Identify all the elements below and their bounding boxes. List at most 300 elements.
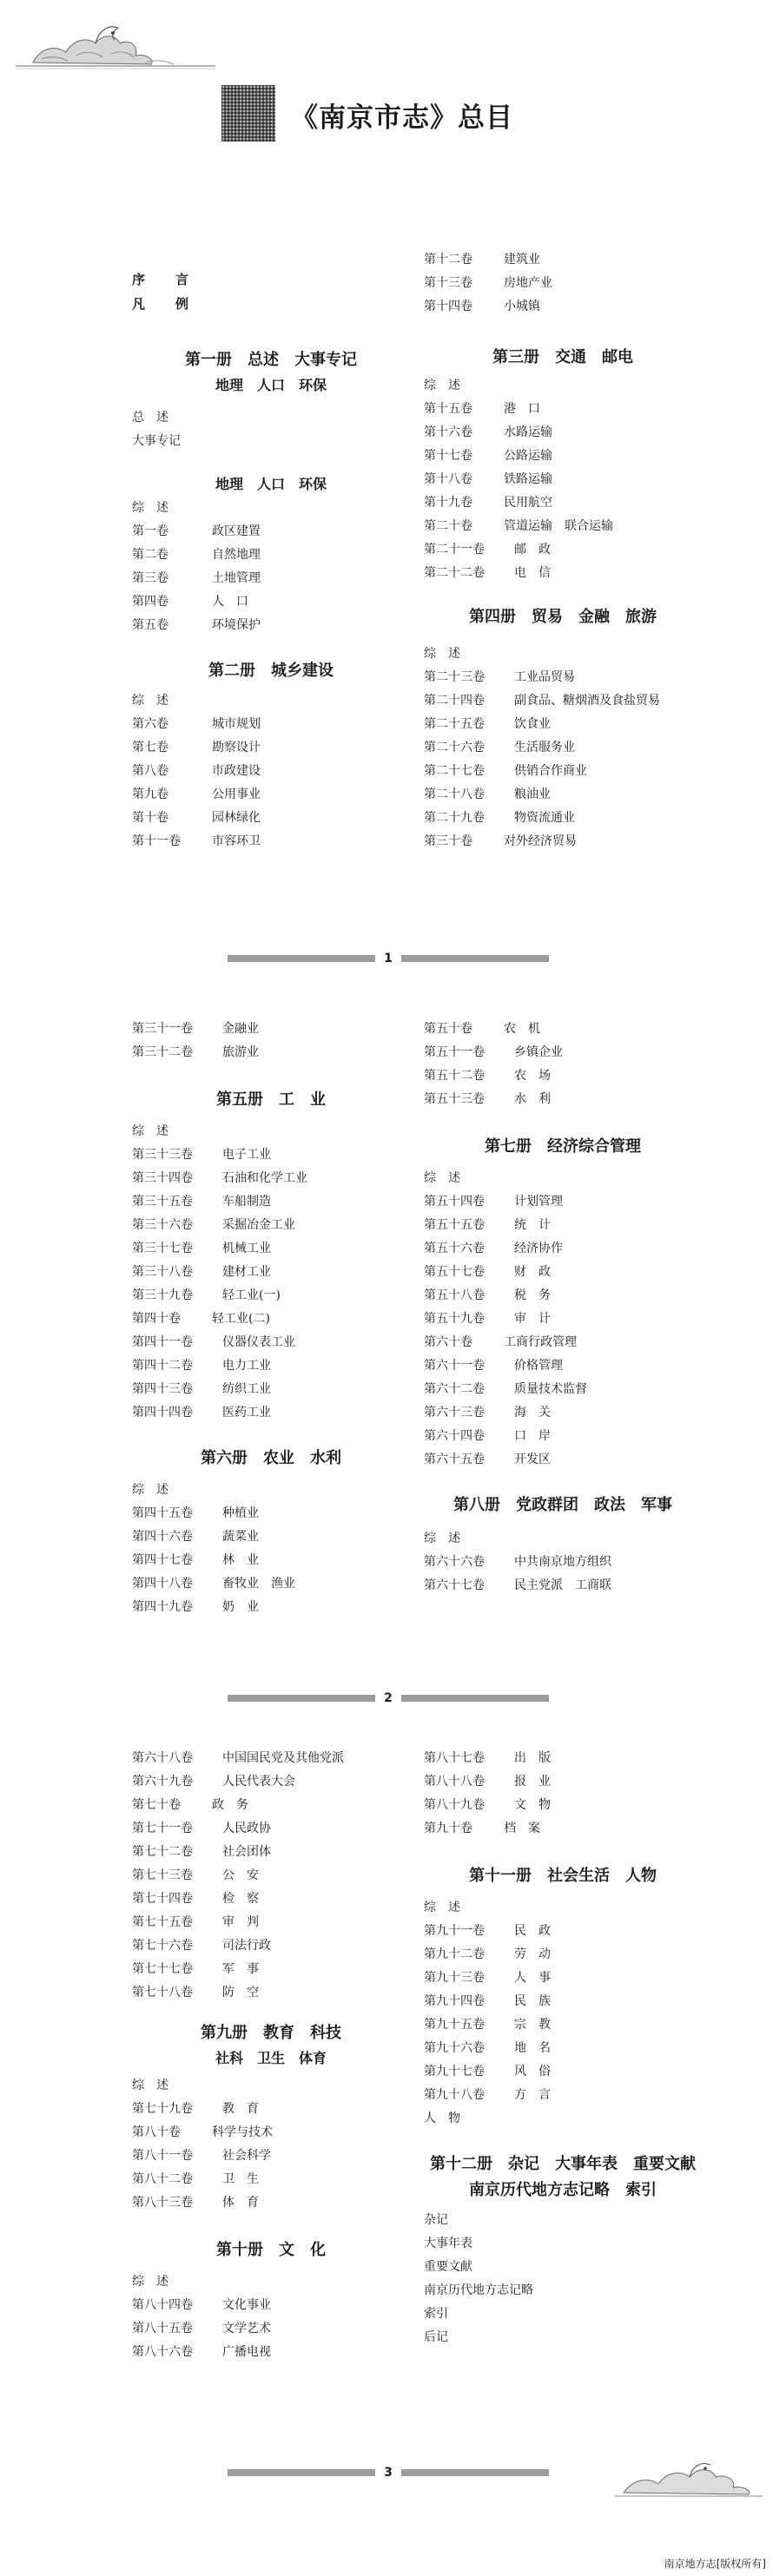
volume-title: 文学艺术 — [222, 2322, 271, 2336]
volume-title: 开发区 — [514, 1453, 551, 1466]
volume-number: 第二十八卷 — [424, 787, 485, 801]
volume-entry — [424, 1284, 702, 1308]
booklet-subheading: 地理 人口 环保 — [215, 476, 327, 492]
volume-title: 宗 教 — [514, 2018, 551, 2032]
volume-number: 第三十八卷 — [132, 1265, 193, 1279]
volume-entry — [424, 248, 702, 272]
volume-number: 第四十八卷 — [132, 1577, 193, 1591]
volume-title: 人 口 — [212, 595, 248, 609]
volume-number: 第八十七卷 — [424, 1751, 485, 1765]
volume-entry — [132, 713, 410, 736]
volume-number: 第二十二卷 — [424, 566, 485, 580]
volume-title: 统 计 — [514, 1218, 551, 1232]
volume-title: 出 版 — [514, 1751, 551, 1765]
volume-title: 房地产业 — [504, 276, 552, 290]
volume-number: 第五十二卷 — [424, 1069, 485, 1083]
volume-entry — [424, 1064, 702, 1088]
volume-entry — [132, 1401, 410, 1425]
volume-entry — [424, 1747, 702, 1770]
volume-entry — [424, 1354, 702, 1378]
volume-number: 第五十四卷 — [424, 1195, 485, 1209]
spacer — [132, 1425, 410, 1446]
volume-entry — [424, 1041, 702, 1064]
spacer — [132, 1472, 410, 1479]
volume-number: 第九十六卷 — [424, 2041, 485, 2055]
volume-title: 计划管理 — [514, 1195, 563, 1209]
volume-title: 土地管理 — [212, 571, 261, 585]
volume-title: 供销合作商业 — [514, 764, 587, 778]
volume-title: 司法行政 — [222, 1939, 271, 1953]
volume-entry — [424, 1425, 702, 1448]
volume-entry — [132, 1549, 410, 1572]
volume-title: 副食品、糖烟酒及食盐贸易 — [514, 694, 660, 708]
volume-entry — [424, 1943, 702, 1967]
volume-title: 公路运输 — [504, 449, 552, 463]
volume-entry — [132, 1284, 410, 1308]
volume-number: 第八十五卷 — [132, 2322, 193, 2336]
volume-title: 政 务 — [212, 1798, 248, 1812]
volume-entry — [424, 1331, 702, 1354]
volume-title: 电力工业 — [222, 1359, 271, 1373]
volume-entry — [132, 1354, 410, 1378]
volume-entry — [132, 1572, 410, 1596]
volume-title: 经济协作 — [514, 1242, 563, 1255]
volume-entry — [424, 538, 702, 562]
volume-entry — [132, 1958, 410, 1981]
spacer — [132, 316, 410, 347]
volume-entry — [424, 1308, 702, 1331]
section-item: 综 述 — [132, 694, 168, 708]
volume-number: 第二十四卷 — [424, 694, 485, 708]
volume-title: 风 俗 — [514, 2065, 551, 2079]
booklet-heading: 第十二册 杂记 大事年表 重要文献 — [430, 2155, 696, 2173]
volume-number: 第六十九卷 — [132, 1775, 193, 1789]
title-pattern-block — [221, 85, 275, 142]
section-item: 综 述 — [132, 2079, 168, 2092]
spacer — [132, 1064, 410, 1087]
volume-number: 第五十一卷 — [424, 1045, 485, 1059]
volume-title: 旅游业 — [222, 1045, 259, 1059]
volume-title: 轻工业(一) — [222, 1288, 281, 1302]
volume-entry — [424, 421, 702, 445]
volume-title: 采掘冶金工业 — [222, 1218, 295, 1232]
volume-title: 政区建置 — [212, 524, 261, 538]
volume-number: 第八十八卷 — [424, 1775, 485, 1789]
volume-number: 第三十卷 — [424, 834, 472, 848]
volume-title: 人民政协 — [222, 1822, 271, 1835]
volume-entry — [132, 1331, 410, 1354]
booklet-heading: 第一册 总述 大事专记 — [185, 351, 357, 369]
volume-number: 第五十卷 — [424, 1022, 472, 1036]
section-item: 索引 — [424, 2307, 448, 2321]
volume-title: 民 族 — [514, 1994, 551, 2008]
volume-entry — [132, 520, 410, 544]
dragon-ornament-icon — [615, 2460, 763, 2498]
volume-number: 第四卷 — [132, 595, 168, 609]
volume-entry — [132, 1167, 410, 1190]
volume-title: 生活服务业 — [514, 741, 575, 754]
volume-title: 人 事 — [514, 1971, 551, 1985]
volume-entry — [132, 736, 410, 760]
volume-title: 饮食业 — [514, 717, 551, 731]
volume-title: 环境保护 — [212, 618, 261, 632]
spacer — [424, 1841, 702, 1863]
volume-number: 第六十四卷 — [424, 1429, 485, 1443]
volume-entry — [424, 2037, 702, 2060]
volume-entry — [424, 272, 702, 295]
volume-title: 社会团体 — [222, 1845, 271, 1859]
page3-left-column — [132, 1747, 410, 2364]
volume-title: 工业品贸易 — [514, 670, 575, 684]
spacer — [132, 398, 410, 406]
volume-number: 第三十二卷 — [132, 1045, 193, 1059]
booklet-heading: 第七册 经济综合管理 — [485, 1137, 641, 1156]
volume-entry — [424, 783, 702, 807]
section-item: 综 述 — [424, 647, 460, 661]
volume-number: 第十一卷 — [132, 834, 181, 848]
volume-number: 第七十卷 — [132, 1798, 181, 1812]
volume-entry — [424, 807, 702, 830]
volume-number: 第九十四卷 — [424, 1994, 485, 2008]
volume-title: 报 业 — [514, 1775, 551, 1789]
volume-title: 粮油业 — [514, 787, 551, 801]
volume-number: 第七十四卷 — [132, 1892, 193, 1906]
volume-title: 种植业 — [222, 1506, 259, 1520]
volume-number: 第六十卷 — [424, 1335, 472, 1349]
volume-entry — [424, 468, 702, 491]
volume-entry — [132, 1018, 410, 1041]
volume-number: 第九十卷 — [424, 1822, 472, 1835]
volume-number: 第三十七卷 — [132, 1242, 193, 1255]
volume-title: 港 口 — [504, 402, 540, 416]
volume-number: 第七十五卷 — [132, 1915, 193, 1929]
volume-number: 第五十三卷 — [424, 1092, 485, 1106]
volume-title: 建材工业 — [222, 1265, 271, 1279]
page-separator — [0, 1688, 773, 1709]
section-item: 后记 — [424, 2330, 448, 2344]
volume-entry — [424, 2084, 702, 2107]
section-item: 杂记 — [424, 2213, 448, 2227]
volume-entry — [424, 515, 702, 538]
booklet-heading: 第二册 城乡建设 — [208, 662, 334, 680]
volume-title: 审 判 — [222, 1915, 259, 1929]
page-separator — [0, 948, 773, 969]
volume-number: 第六十六卷 — [424, 1555, 485, 1569]
volume-title: 公用事业 — [212, 787, 261, 801]
spacer — [132, 2005, 410, 2020]
volume-entry — [132, 1237, 410, 1261]
page1-right-column — [424, 248, 702, 853]
volume-number: 第二十一卷 — [424, 543, 485, 557]
volume-entry — [424, 1237, 702, 1261]
volume-number: 第七十七卷 — [132, 1962, 193, 1976]
spacer — [424, 1111, 702, 1134]
volume-entry — [132, 2341, 410, 2364]
volume-title: 小城镇 — [504, 300, 540, 313]
volume-number: 第三十六卷 — [132, 1218, 193, 1232]
volume-entry — [424, 1088, 702, 1111]
volume-number: 第四十九卷 — [132, 1600, 193, 1614]
volume-number: 第九十七卷 — [424, 2065, 485, 2079]
volume-number: 第六十八卷 — [132, 1751, 193, 1765]
volume-number: 第五十五卷 — [424, 1218, 485, 1232]
volume-number: 第六十三卷 — [424, 1406, 485, 1420]
volume-title: 乡镇企业 — [514, 1045, 563, 1059]
volume-title: 医药工业 — [222, 1406, 271, 1420]
page-number: 3 — [384, 2466, 393, 2480]
volume-entry — [132, 1378, 410, 1401]
volume-entry — [424, 1920, 702, 1943]
volume-title: 民用航空 — [504, 496, 552, 510]
booklet-heading: 南京历代地方志记略 索引 — [469, 2181, 657, 2199]
booklet-heading: 第六册 农业 水利 — [201, 1449, 341, 1467]
spacer — [424, 2131, 702, 2151]
volume-title: 工商行政管理 — [504, 1335, 577, 1349]
volume-entry — [424, 2060, 702, 2084]
spacer — [424, 585, 702, 604]
volume-entry — [424, 1551, 702, 1574]
volume-entry — [132, 783, 410, 807]
volume-title: 文化事业 — [222, 2298, 271, 2312]
volume-title: 电 信 — [514, 566, 551, 580]
volume-entry — [132, 590, 410, 614]
volume-number: 第七十六卷 — [132, 1939, 193, 1953]
volume-title: 社会科学 — [222, 2149, 271, 2163]
volume-title: 蔬菜业 — [222, 1530, 259, 1544]
volume-number: 第三十一卷 — [132, 1022, 193, 1036]
page-number: 1 — [384, 952, 393, 965]
volume-number: 第四十三卷 — [132, 1382, 193, 1396]
volume-title: 卫 生 — [222, 2172, 259, 2186]
spacer — [424, 1472, 702, 1492]
volume-entry — [132, 1041, 410, 1064]
volume-number: 第三十三卷 — [132, 1148, 193, 1162]
volume-title: 水路运输 — [504, 425, 552, 439]
front-matter-item: 序 言 — [132, 272, 198, 287]
section-item: 总 述 — [132, 411, 168, 425]
volume-entry — [132, 1770, 410, 1794]
section-item: 综 述 — [424, 1171, 460, 1185]
volume-entry — [132, 567, 410, 590]
front-matter-item: 凡 例 — [132, 296, 198, 312]
volume-number: 第八十卷 — [132, 2125, 181, 2139]
volume-entry — [132, 1817, 410, 1841]
volume-number: 第八十四卷 — [132, 2298, 193, 2312]
volume-number: 第四十七卷 — [132, 1553, 193, 1567]
volume-entry — [132, 1308, 410, 1331]
volume-number: 第十五卷 — [424, 402, 472, 416]
volume-entry — [424, 1190, 702, 1214]
volume-number: 第六十二卷 — [424, 1382, 485, 1396]
volume-number: 第七十八卷 — [132, 1986, 193, 2000]
volume-title: 对外经济贸易 — [504, 834, 577, 848]
volume-title: 金融业 — [222, 1022, 259, 1036]
volume-number: 第四十四卷 — [132, 1406, 193, 1420]
volume-entry — [424, 1817, 702, 1841]
volume-title: 防 空 — [222, 1986, 259, 2000]
spacer — [424, 630, 702, 642]
section-item: 综 述 — [424, 1532, 460, 1545]
volume-number: 第四十卷 — [132, 1312, 181, 1326]
volume-title: 档 案 — [504, 1822, 540, 1835]
separator-bar-left — [228, 2469, 375, 2476]
volume-title: 自然地理 — [212, 548, 261, 562]
section-item: 大事专记 — [132, 434, 181, 448]
section-item: 重要文献 — [424, 2260, 472, 2274]
volume-title: 文 物 — [514, 1798, 551, 1812]
volume-title: 轻工业(二) — [212, 1312, 270, 1326]
spacer — [132, 1113, 410, 1120]
volume-entry — [132, 807, 410, 830]
volume-number: 第七十九卷 — [132, 2102, 193, 2116]
volume-entry — [132, 2191, 410, 2215]
volume-number: 第十八卷 — [424, 472, 472, 486]
volume-title: 中国国民党及其他党派 — [222, 1751, 344, 1765]
booklet-heading: 第五册 工 业 — [216, 1090, 326, 1109]
volume-number: 第三十五卷 — [132, 1195, 193, 1209]
page3-right-column — [424, 1747, 702, 2349]
volume-entry — [424, 1378, 702, 1401]
volume-title: 方 言 — [514, 2088, 551, 2102]
booklet-subheading: 社科 卫生 体育 — [215, 2050, 327, 2066]
spacer — [132, 2263, 410, 2270]
section-item: 综 述 — [132, 1483, 168, 1497]
volume-entry — [132, 2317, 410, 2341]
volume-number: 第十六卷 — [424, 425, 472, 439]
spacer — [424, 1160, 702, 1167]
volume-title: 广播电视 — [222, 2345, 271, 2359]
volume-number: 第六卷 — [132, 717, 168, 731]
volume-entry — [132, 1934, 410, 1958]
volume-title: 石油和化学工业 — [222, 1171, 307, 1185]
volume-number: 第五十八卷 — [424, 1288, 485, 1302]
volume-number: 第三十九卷 — [132, 1288, 193, 1302]
volume-entry — [132, 1747, 410, 1770]
volume-entry — [424, 295, 702, 319]
volume-entry — [424, 1990, 702, 2013]
volume-entry — [424, 1018, 702, 1041]
volume-entry — [424, 1574, 702, 1598]
page1-left-column — [132, 267, 410, 853]
booklet-heading: 第三册 交通 邮电 — [492, 348, 633, 366]
section-item: 人 物 — [424, 2112, 460, 2125]
section-item: 大事年表 — [424, 2237, 472, 2250]
volume-number: 第十九卷 — [424, 496, 472, 510]
section-item: 综 述 — [424, 379, 460, 392]
volume-entry — [424, 1214, 702, 1237]
volume-number: 第二十六卷 — [424, 741, 485, 754]
volume-entry — [132, 2294, 410, 2317]
volume-entry — [132, 2121, 410, 2144]
volume-entry — [132, 2144, 410, 2168]
volume-entry — [132, 760, 410, 783]
volume-title: 财 政 — [514, 1265, 551, 1279]
booklet-heading: 第十一册 社会生活 人物 — [469, 1867, 657, 1885]
volume-title: 奶 业 — [222, 1600, 259, 1614]
volume-entry — [424, 1401, 702, 1425]
volume-number: 第九十二卷 — [424, 1947, 485, 1961]
volume-title: 军 事 — [222, 1962, 259, 1976]
volume-entry — [132, 1864, 410, 1888]
volume-entry — [424, 1448, 702, 1472]
spacer — [132, 637, 410, 658]
volume-number: 第六十七卷 — [424, 1578, 485, 1592]
volume-title: 价格管理 — [514, 1359, 563, 1373]
volume-number: 第十四卷 — [424, 300, 472, 313]
copyright-footer: 南京地方志[版权所有] — [664, 2558, 766, 2570]
spacer — [424, 1519, 702, 1527]
volume-entry — [424, 445, 702, 468]
page-number: 2 — [384, 1691, 393, 1705]
volume-title: 体 育 — [222, 2196, 259, 2210]
volume-number: 第八卷 — [132, 764, 168, 778]
volume-entry — [132, 614, 410, 637]
spacer — [132, 453, 410, 472]
dragon-ornament-icon — [16, 21, 215, 73]
volume-title: 中共南京地方组织 — [514, 1555, 611, 1569]
volume-entry — [132, 1841, 410, 1864]
separator-bar-right — [401, 1695, 549, 1702]
volume-number: 第六十一卷 — [424, 1359, 485, 1373]
volume-entry — [424, 1770, 702, 1794]
volume-number: 第四十一卷 — [132, 1335, 193, 1349]
volume-entry — [132, 1525, 410, 1549]
spacer — [424, 1889, 702, 1896]
volume-title: 仪器仪表工业 — [222, 1335, 295, 1349]
volume-number: 第三十四卷 — [132, 1171, 193, 1185]
section-item: 南京历代地方志记略 — [424, 2283, 533, 2297]
volume-entry — [132, 1888, 410, 1911]
volume-title: 园林绿化 — [212, 811, 261, 825]
separator-bar-right — [401, 2469, 549, 2476]
volume-title: 科学与技术 — [212, 2125, 273, 2139]
volume-title: 城市规划 — [212, 717, 261, 731]
volume-number: 第四十二卷 — [132, 1359, 193, 1373]
volume-number: 第七十一卷 — [132, 1822, 193, 1835]
volume-title: 水 利 — [514, 1092, 551, 1106]
volume-entry — [132, 1794, 410, 1817]
volume-number: 第九十三卷 — [424, 1971, 485, 1985]
volume-entry — [424, 736, 702, 760]
volume-title: 农 机 — [504, 1022, 540, 1036]
volume-number: 第四十五卷 — [132, 1506, 193, 1520]
volume-entry — [424, 1794, 702, 1817]
volume-title: 地 名 — [514, 2041, 551, 2055]
volume-title: 铁路运输 — [504, 472, 552, 486]
volume-title: 市容环卫 — [212, 834, 261, 848]
volume-number: 第一卷 — [132, 524, 168, 538]
volume-entry — [424, 1261, 702, 1284]
volume-number: 第五十六卷 — [424, 1242, 485, 1255]
volume-entry — [132, 1261, 410, 1284]
volume-number: 第五十七卷 — [424, 1265, 485, 1279]
volume-entry — [132, 1214, 410, 1237]
volume-number: 第八十二卷 — [132, 2172, 193, 2186]
volume-title: 管道运输 联合运输 — [504, 519, 613, 533]
volume-entry — [424, 1967, 702, 1990]
section-item: 综 述 — [132, 2275, 168, 2289]
volume-entry — [132, 1502, 410, 1525]
volume-number: 第二十九卷 — [424, 811, 485, 825]
volume-title: 物资流通业 — [514, 811, 575, 825]
volume-title: 畜牧业 渔业 — [222, 1577, 295, 1591]
volume-title: 邮 政 — [514, 543, 551, 557]
volume-entry — [132, 1596, 410, 1619]
volume-title: 勘察设计 — [212, 741, 261, 754]
volume-number: 第九卷 — [132, 787, 168, 801]
booklet-heading: 第四册 贸易 金融 旅游 — [469, 608, 657, 626]
volume-title: 民主党派 工商联 — [514, 1578, 611, 1592]
